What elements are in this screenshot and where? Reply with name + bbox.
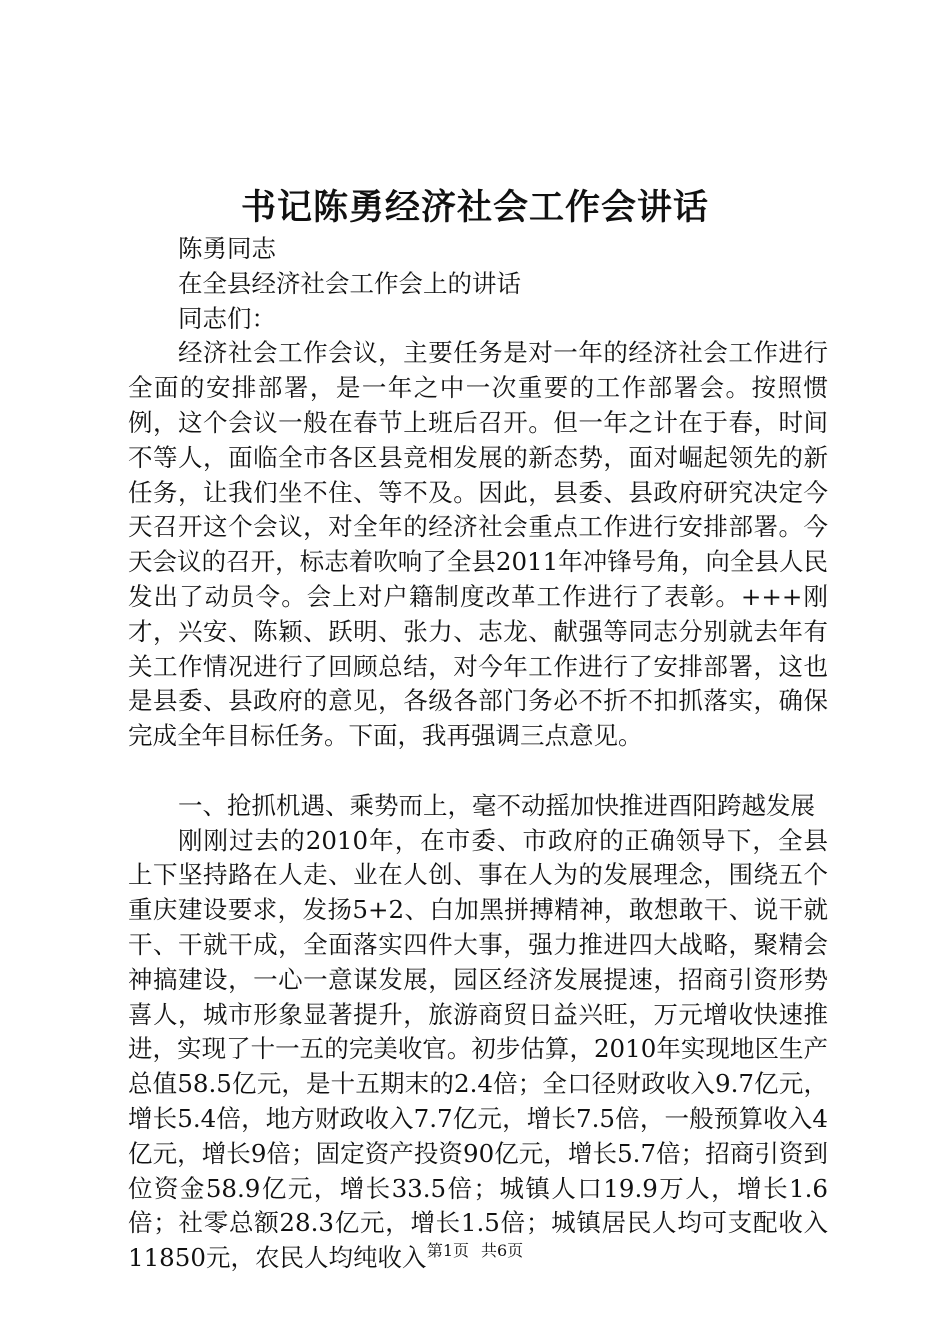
page-total: 共6页 [481,1241,524,1260]
body-paragraph: 刚刚过去的2010年，在市委、市政府的正确领导下，全县上下坚持路在人走、业在人创、事在人为的发展理念，围绕五个重庆建设要求，发扬5+2、白加黑拼搏精神，敢想敢干、说干就干、干就干成，全面落实四件大事，强力推进四大战略，聚精会神搞建设，一心一意谋发展，园区经济发展提速，招商引资形势喜人，城市形象显著提升，旅游商贸日益兴旺，万元增收快速推进，实现了十一五的完美收官。初步估算，2010年实现地区生产总值58.5亿元，是十五期末的2.4倍；全口径财政收入9.7亿元，增长5.4倍，地方财政收入7.7亿元，增长7.5倍，一般预算收入4亿元，增长9倍；固定资产投资90亿元，增长5.7倍；招商引资到位资金58.9亿元，增长33.5倍；城镇人口19.9万人，增长1.6倍；社零总额28.3亿元，增长1.5倍；城镇居民人均可支配收入11850元，农民人均纯收入 [128,825,828,1273]
salutation: 同志们： [178,303,276,333]
body-paragraph: 经济社会工作会议，主要任务是对一年的经济社会工作进行全面的安排部署，是一年之中一次重要的工作部署会。按照惯例，这个会议一般在春节上班后召开。但一年之计在于春，时间不等人，面临全市各区县竞相发展的新态势，面对崛起领先的新任务，让我们坐不住、等不及。因此，县委、县政府研究决定今天召开这个会议，对全年的经济社会重点工作进行安排部署。今天会议的召开，标志着吹响了全县2011年冲锋号角，向全县人民发出了动员令。会上对户籍制度改革工作进行了表彰。+++刚才，兴安、陈颖、跃明、张力、志龙、献强等同志分别就去年有关工作情况进行了回顾总结，对今年工作进行了安排部署，这也是县委、县政府的意见，各级各部门务必不折不扣抓落实，确保完成全年目标任务。下面，我再强调三点意见。 [128,338,828,751]
paragraph-gap [128,754,828,789]
page-number: 第1页 [426,1241,469,1260]
speaker-line: 陈勇同志 [178,234,276,263]
document-body [128,232,828,1276]
page-footer [0,1240,950,1262]
section-heading: 一、抢抓机遇、乘势而上，毫不动摇加快推进酉阳跨越发展 [178,790,815,820]
speech-subtitle: 在全县经济社会工作会上的讲话 [178,268,521,298]
document-title: 书记陈勇经济社会工作会讲话 [240,187,709,228]
